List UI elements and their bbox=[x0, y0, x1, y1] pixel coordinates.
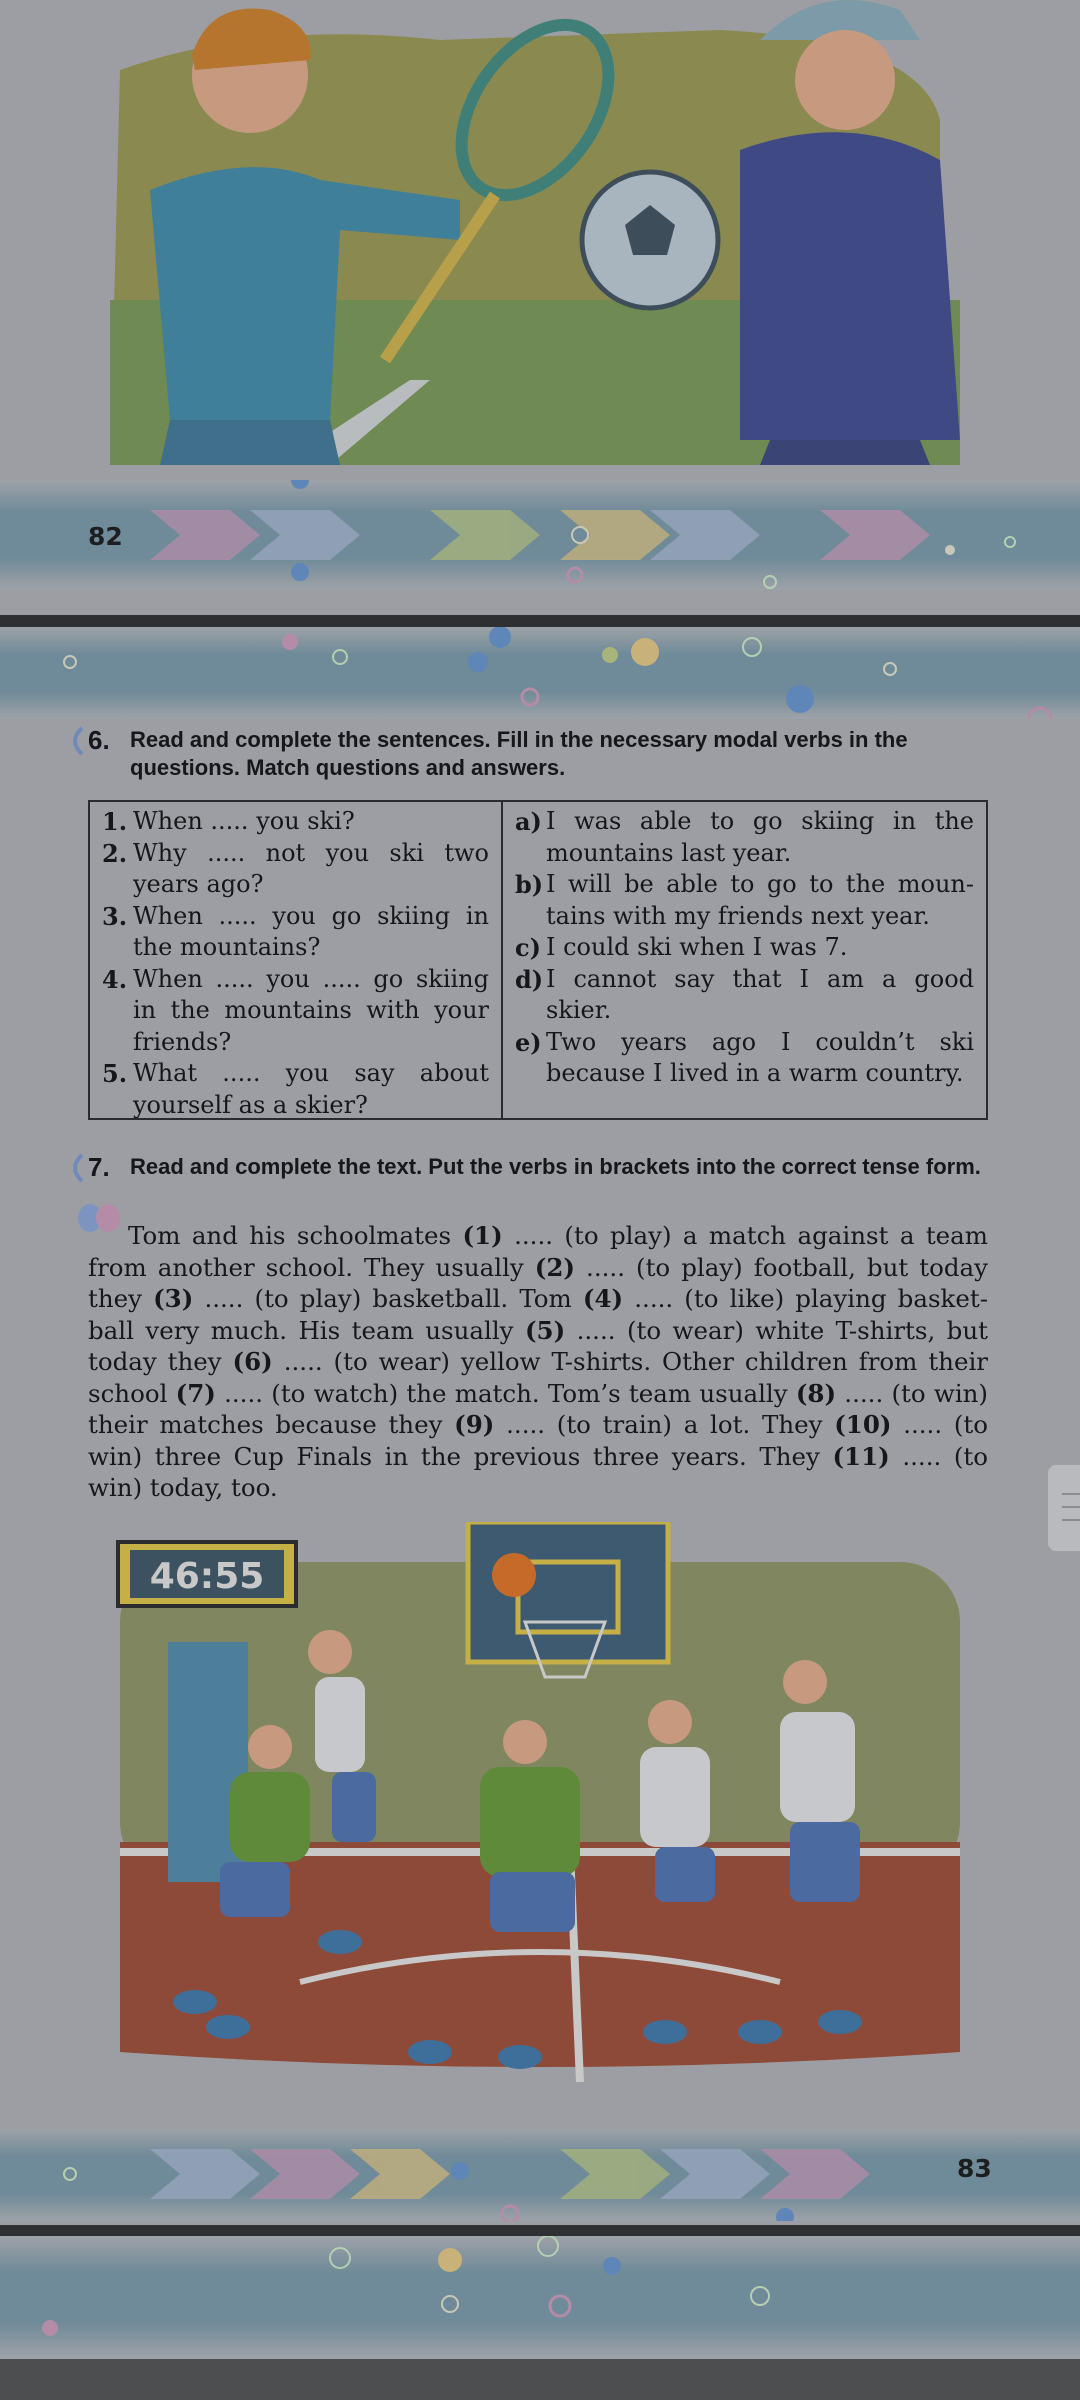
questions-row bbox=[102, 964, 489, 1059]
blank-number: (9) bbox=[454, 1410, 495, 1439]
text-segment: ..... (to play) football, but today they bbox=[88, 1252, 988, 1313]
answers-text: I cannot say that I am a good skier. bbox=[546, 964, 974, 1024]
questions-row bbox=[102, 838, 489, 901]
answers-text: I could ski when I was 7. bbox=[546, 933, 848, 961]
text-segment: ..... (to win) today, too. bbox=[88, 1441, 989, 1502]
bottom-bar bbox=[0, 2359, 1080, 2400]
questions-text: When ..... you go skiing in the mountains? bbox=[133, 901, 489, 961]
page-number-82: 82 bbox=[88, 522, 123, 551]
page-divider bbox=[0, 2225, 1080, 2236]
blank-number: (4) bbox=[582, 1284, 624, 1313]
exercise-6-heading bbox=[70, 726, 1000, 782]
exercise-6-table bbox=[88, 800, 988, 1120]
questions-row bbox=[102, 806, 489, 838]
answers-number: d) bbox=[515, 964, 544, 994]
blank-number: (11) bbox=[832, 1441, 890, 1471]
blank-number: (10) bbox=[834, 1410, 892, 1439]
questions-text: When ..... you ski? bbox=[133, 807, 355, 835]
decorative-band-top bbox=[0, 627, 1080, 719]
side-panel-handle[interactable] bbox=[1048, 1465, 1080, 1551]
blank-number: (6) bbox=[232, 1347, 273, 1376]
questions-text: Why ..... not you ski two years ago? bbox=[133, 838, 489, 898]
questions-row bbox=[102, 901, 489, 964]
blank-number: (8) bbox=[795, 1378, 837, 1408]
text-segment: ..... (to watch) the match. Tom’s team usually bbox=[215, 1378, 796, 1408]
answers-number: b) bbox=[515, 870, 544, 899]
blank-number: (5) bbox=[524, 1315, 566, 1345]
questions-number: 3. bbox=[102, 901, 128, 931]
answers-row bbox=[515, 1027, 974, 1090]
exercise-7-instruction: Read and complete the text. Put the verbs in brackets into the correct tense form. bbox=[130, 1154, 981, 1179]
blank-number: (1) bbox=[462, 1221, 503, 1250]
questions-number: 1. bbox=[102, 807, 128, 836]
questions-text: When ..... you ..... go skiing in the mountains with your friends? bbox=[133, 964, 489, 1056]
boys-sports-illustration bbox=[100, 0, 960, 465]
blank-number: (2) bbox=[534, 1252, 576, 1282]
page-divider bbox=[0, 615, 1080, 627]
questions-column bbox=[90, 802, 503, 1118]
scoreboard-time: 46:55 bbox=[149, 1556, 265, 1597]
answers-row bbox=[515, 932, 974, 964]
text-segment: ..... (to train) a lot. They bbox=[494, 1410, 835, 1439]
page-84-partial bbox=[0, 2236, 1080, 2359]
decorative-band-top bbox=[0, 2236, 1080, 2359]
text-segment: ..... (to play) basketball. Tom bbox=[193, 1284, 583, 1313]
exercise-6-number: 6. bbox=[88, 725, 110, 755]
answers-text: I was able to go skiing in the mountains last year. bbox=[546, 807, 974, 867]
text-segment: Tom and his schoolmates bbox=[128, 1221, 463, 1250]
text-segment: ..... (to win) three Cup Finals in the previous three years. They bbox=[88, 1410, 989, 1471]
questions-text: What ..... you say about yourself as a skier? bbox=[133, 1059, 489, 1119]
text-segment: ..... (to play) a match against a team from another school. They usually bbox=[88, 1221, 989, 1282]
questions-number: 4. bbox=[102, 964, 128, 994]
blank-number: (7) bbox=[175, 1378, 216, 1408]
page-number-83: 83 bbox=[957, 2154, 992, 2183]
answers-number: a) bbox=[515, 807, 542, 836]
answers-text: I will be able to go to the moun-tains with my friends next year. bbox=[546, 870, 974, 930]
basketball-illustration bbox=[100, 1522, 980, 2087]
text-segment: ..... (to wear) white T-shirts, but today they bbox=[88, 1315, 988, 1376]
page-82 bbox=[0, 0, 1080, 615]
blank-number: (3) bbox=[153, 1284, 194, 1313]
answers-number: c) bbox=[515, 933, 541, 962]
page-83 bbox=[0, 627, 1080, 2225]
questions-number: 2. bbox=[102, 838, 128, 868]
answers-row bbox=[515, 806, 974, 869]
decorative-band-bottom bbox=[0, 2129, 1080, 2221]
text-segment: ..... (to wear) yellow T-shirts. Other children from their school bbox=[88, 1347, 988, 1408]
exercise-7-number: 7. bbox=[88, 1152, 110, 1182]
answers-column bbox=[503, 802, 986, 1118]
exercise-7-text bbox=[88, 1220, 988, 1504]
answers-text: Two years ago I couldn’t ski because I lived in a warm country. bbox=[546, 1027, 974, 1087]
questions-row bbox=[102, 1058, 489, 1121]
text-segment: ..... (to like) playing basket-ball very much. His team usually bbox=[88, 1284, 988, 1345]
exercise-marker-icon bbox=[66, 1153, 88, 1183]
answers-number: e) bbox=[515, 1027, 542, 1057]
answers-row bbox=[515, 869, 974, 932]
exercise-marker-icon bbox=[66, 726, 88, 756]
exercise-6-instruction: Read and complete the sentences. Fill in the necessary modal verbs in the questions. Match questions and answers. bbox=[130, 727, 908, 780]
text-segment: ..... (to win) their matches because they bbox=[88, 1378, 988, 1439]
answers-row bbox=[515, 964, 974, 1027]
exercise-7-heading bbox=[70, 1153, 1000, 1181]
decorative-band bbox=[0, 480, 1080, 590]
questions-number: 5. bbox=[102, 1059, 128, 1088]
